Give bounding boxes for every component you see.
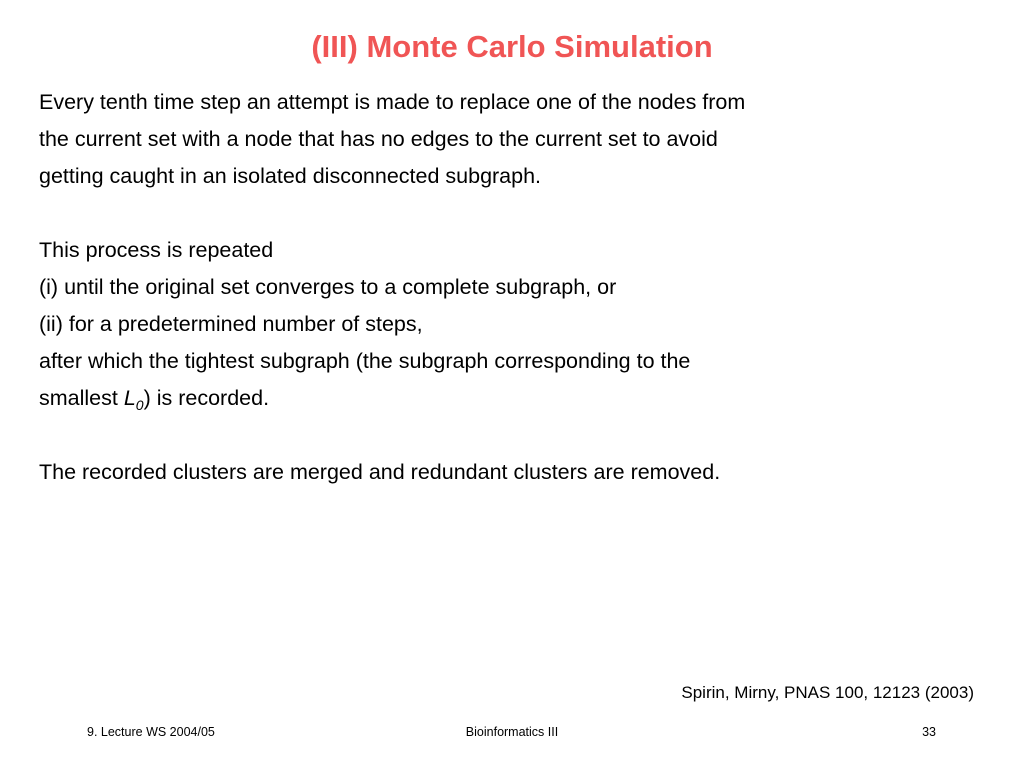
paragraph-merging (39, 454, 999, 491)
footer-page-number: 33 (922, 725, 936, 739)
paragraph-line: (i) until the original set converges to a complete subgraph, or (39, 275, 617, 299)
footer-course-title: Bioinformatics III (465, 725, 559, 739)
footer-lecture-info: 9. Lecture WS 2004/05 (87, 725, 215, 739)
paragraph-line: This process is repeated (39, 238, 274, 262)
citation: Spirin, Mirny, PNAS 100, 12123 (2003) (681, 683, 974, 702)
line-prefix-text: smallest (39, 386, 124, 410)
paragraph-line: after which the tightest subgraph (the subgraph corresponding to the (39, 349, 691, 373)
paragraph-line: (ii) for a predetermined number of steps, (39, 312, 423, 336)
paragraph-spacer (39, 195, 999, 232)
paragraph-replacement-step (39, 84, 999, 195)
paragraph-line: the current set with a node that has no edges to the current set to avoid (39, 127, 718, 151)
math-variable-l: L (123, 386, 136, 410)
paragraph-spacer (39, 417, 999, 454)
line-suffix-text: ) is recorded. (143, 386, 270, 410)
slide-body (39, 84, 999, 491)
paragraph-line: The recorded clusters are merged and redundant clusters are removed. (39, 460, 721, 484)
paragraph-line-with-math (39, 380, 999, 417)
math-subscript: 0 (135, 397, 144, 413)
paragraph-line: Every tenth time step an attempt is made to replace one of the nodes from (39, 90, 746, 114)
slide-title: (III) Monte Carlo Simulation (311, 29, 713, 64)
paragraph-repetition (39, 232, 999, 417)
paragraph-line: getting caught in an isolated disconnected subgraph. (39, 164, 542, 188)
